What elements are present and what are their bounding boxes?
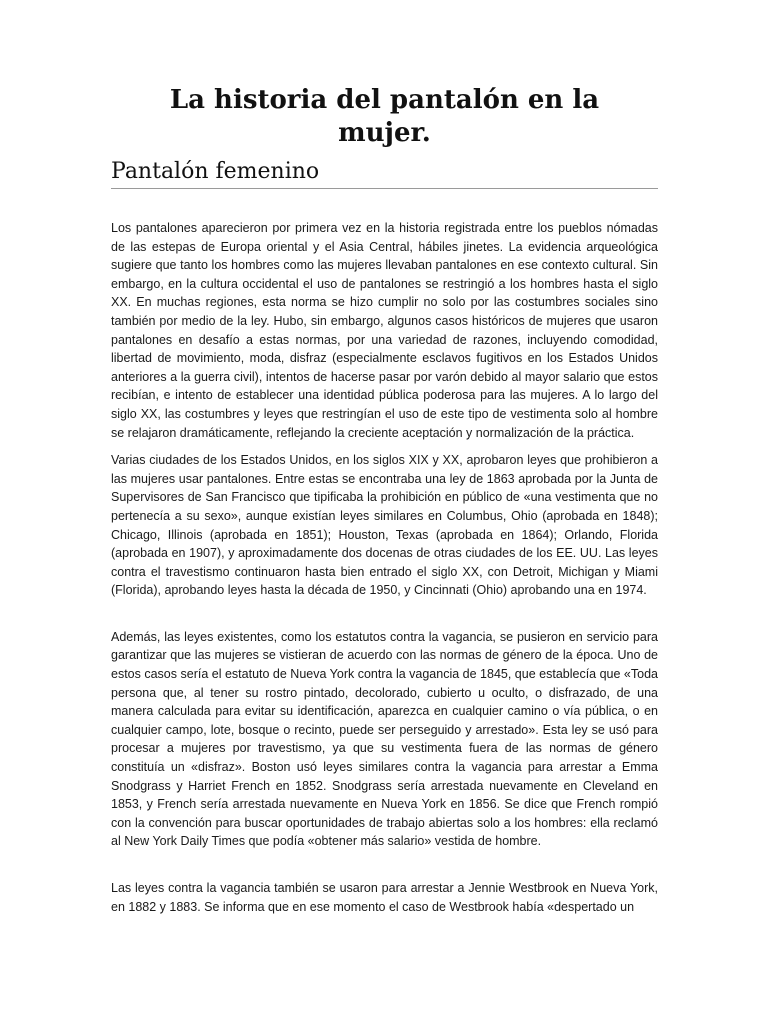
document-body xyxy=(111,219,658,916)
document-title: La historia del pantalón en la mujer. xyxy=(169,85,600,148)
paragraph-us-city-laws: Varias ciudades de los Estados Unidos, en los siglos XIX y XX, aprobaron leyes que prohibieron a las mujeres usar pantalones. Entre estas se encontraba una ley de 1863 aprobada por la Junta de Supervisores de San Francisco que tipificaba la prohibición en público de «una vestimenta que no pertenecía a su sexo», aunque existían leyes similares en Columbus, Ohio (aprobada en 1848); Chicago, Illinois (aprobada en 1851); Houston, Texas (aprobada en 1864); Orlando, Florida (aprobada en 1907), y aproximadamente dos docenas de otras ciudades de los EE. UU. Las leyes contra el travestismo continuaron hasta bien entrado el siglo XX, con Detroit, Michigan y Miami (Florida), aprobando leyes hasta la década de 1950, y Cincinnati (Ohio) aprobando una en 1974. xyxy=(111,453,658,598)
paragraph-origins: Los pantalones aparecieron por primera vez en la historia registrada entre los pueblos nómadas de las estepas de Europa oriental y el Asia Central, hábiles jinetes. La evidencia arqueológica sugiere que tanto los hombres como las mujeres llevaban pantalones en ese contexto cultural. Sin embargo, en la cultura occidental el uso de pantalones se restringió a los hombres hasta el siglo XX. En muchas regiones, esta norma se hizo cumplir no solo por las costumbres sociales sino también por medio de la ley. Hubo, sin embargo, algunos casos históricos de mujeres que usaron pantalones en desafío a estas normas, por una variedad de razones, incluyendo comodidad, libertad de movimiento, moda, disfraz (especialmente esclavos fugitivos en los Estados Unidos anteriores a la guerra civil), intentos de hacerse pasar por varón debido al mayor salario que estos recibían, e intento de establecer una identidad pública poderosa para las mujeres. A lo largo del siglo XX, las costumbres y leyes que restringían el uso de este tipo de vestimenta solo al hombre se relajaron dramáticamente, reflejando la creciente aceptación y normalización de la práctica. xyxy=(111,221,658,440)
paragraph-westbrook: Las leyes contra la vagancia también se usaron para arrestar a Jennie Westbrook en Nueva York, en 1882 y 1883. Se informa que en ese momento el caso de Westbrook había «despertado un xyxy=(111,881,658,914)
paragraph-vagrancy-laws: Además, las leyes existentes, como los estatutos contra la vagancia, se pusieron en servicio para garantizar que las mujeres se vistieran de acuerdo con las normas de género de la época. Uno de estos casos sería el estatuto de Nueva York contra la vagancia de 1845, que establecía que «Toda persona que, al tener su rostro pintado, decolorado, cubierto u oculto, o disfrazado, de una manera calculada para evitar su identificación, aparezca en cualquier camino o vía pública, o en cualquier campo, lote, bosque o recinto, puede ser perseguido y arrestado». Esta ley se usó para procesar a mujeres por travestismo, ya que su vestimenta fuera de las normas de género constituía un «disfraz». Boston usó leyes similares contra la vagancia para arrestar a Emma Snodgrass y Harriet French en 1852. Snodgrass sería arrestada nuevamente en Cleveland en 1853, y French sería arrestada nuevamente en Nueva York en 1856. Se dice que French rompió con la convención para buscar oportunidades de trabajo abiertas solo a los hombres: ella reclamó al New York Daily Times que podía «obtener más salario» vestida de hombre. xyxy=(111,629,658,849)
document-page xyxy=(111,84,658,916)
section-heading: Pantalón femenino xyxy=(111,158,658,189)
